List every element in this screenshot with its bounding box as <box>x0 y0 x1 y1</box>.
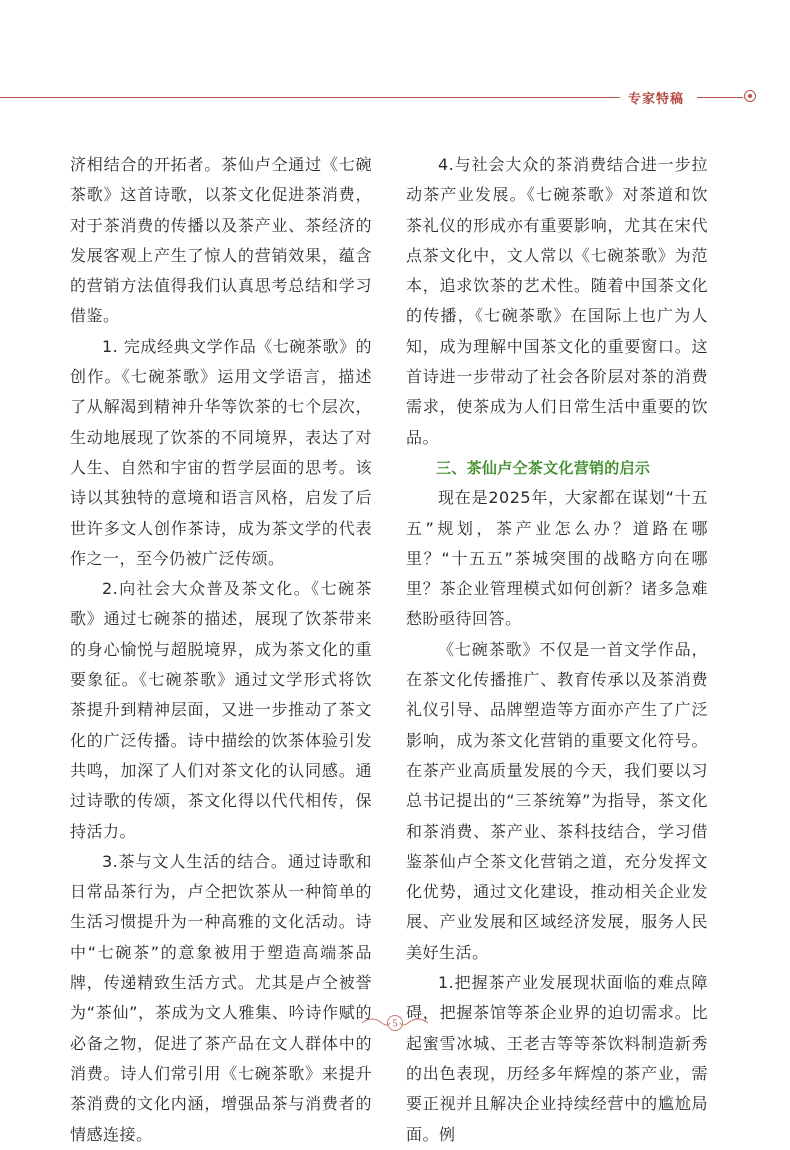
paragraph: 4.与社会大众的茶消费结合进一步拉动茶产业发展。《七碗茶歌》对茶道和饮茶礼仪的形成亦有重要影响，尤其在宋代点茶文化中，文人常以《七碗茶歌》为范本，追求饮茶的艺术性。随着中国茶文化的传播，《七碗茶歌》在国际上也广为人知，成为理解中国茶文化的重要窗口。这首诗进一步带动了社会各阶层对茶的消费需求，使茶成为人们日常生活中重要的饮品。 <box>406 155 708 447</box>
paragraph: 济相结合的开拓者。茶仙卢仝通过《七碗茶歌》这首诗歌，以茶文化促进茶消费，对于茶消费的传播以及茶产业、茶经济的发展客观上产生了惊人的营销效果，蕴含的营销方法值得我们认真思考总结和学习借鉴。 <box>70 155 372 326</box>
header-rule-left <box>0 97 620 98</box>
paragraph: 2.向社会大众普及茶文化。《七碗茶歌》通过七碗茶的描述，展现了饮茶带来的身心愉悦与超脱境界，成为茶文化的重要象征。《七碗茶歌》通过文学形式将饮茶提升到精神层面，又进一步推动了茶文化的广泛传播。诗中描绘的饮茶体验引发共鸣，加深了人们对茶文化的认同感。通过诗歌的传颂，茶文化得以代代相传，保持活力。 <box>70 579 372 841</box>
paragraph: 现在是2025年，大家都在谋划“十五五”规划，茶产业怎么办？道路在哪里？“十五五”茶城突围的战略方向在哪里？茶企业管理模式如何创新？诸多急难愁盼亟待回答。 <box>406 488 708 629</box>
paragraph: 1. 完成经典文学作品《七碗茶歌》的创作。《七碗茶歌》运用文学语言，描述了从解渴到精神升华等饮茶的七个层次，生动地展现了饮茶的不同境界，表达了对人生、自然和宇宙的哲学层面的思考。该诗以其独特的意境和语言风格，启发了后世许多文人创作茶诗，成为茶文学的代表作之一，至今仍被广泛传颂。 <box>70 336 372 568</box>
section-heading: 三、茶仙卢仝茶文化营销的启示 <box>436 458 651 477</box>
header-rule-right <box>697 97 743 98</box>
right-column <box>406 150 708 1150</box>
section-label: 专家特稿 <box>628 92 685 107</box>
circle-dot-icon <box>744 90 756 102</box>
ornament-swirl-right <box>400 1019 428 1025</box>
page-number-ornament <box>360 1012 430 1034</box>
ornament-swirl-left <box>362 1019 390 1025</box>
page-number: 5 <box>392 1018 398 1030</box>
paragraph: 3.茶与文人生活的结合。通过诗歌和日常品茶行为，卢仝把饮茶从一种简单的生活习惯提升为一种高雅的文化活动。诗中“七碗茶”的意象被用于塑造高端茶品牌，传递精致生活方式。尤其是卢仝被誉为“茶仙”，茶成为文人雅集、吟诗作赋的必备之物，促进了茶产品在文人群体中的消费。诗人们常引用《七碗茶歌》来提升茶消费的文化内涵，增强品茶与消费者的情感连接。 <box>70 851 372 1144</box>
paragraph: 1.把握茶产业发展现状面临的难点障碍，把握茶馆等茶企业界的迫切需求。比起蜜雪冰城、王老吉等等茶饮料制造新秀的出色表现，历经多年辉煌的茶产业，需要正视并且解决企业持续经营中的尴尬局面。例 <box>406 973 708 1144</box>
left-column <box>70 150 372 1150</box>
paragraph: 《七碗茶歌》不仅是一首文学作品，在茶文化传播推广、教育传承以及茶消费礼仪引导、品牌塑造等方面亦产生了广泛影响，成为茶文化营销的重要文化符号。在茶产业高质量发展的今天，我们要以习总书记提出的“三茶统筹”为指导，茶文化和茶消费、茶产业、茶科技结合，学习借鉴茶仙卢仝茶文化营销之道，充分发挥文化优势，通过文化建设，推动相关企业发展、产业发展和区域经济发展，服务人民美好生活。 <box>406 639 708 962</box>
